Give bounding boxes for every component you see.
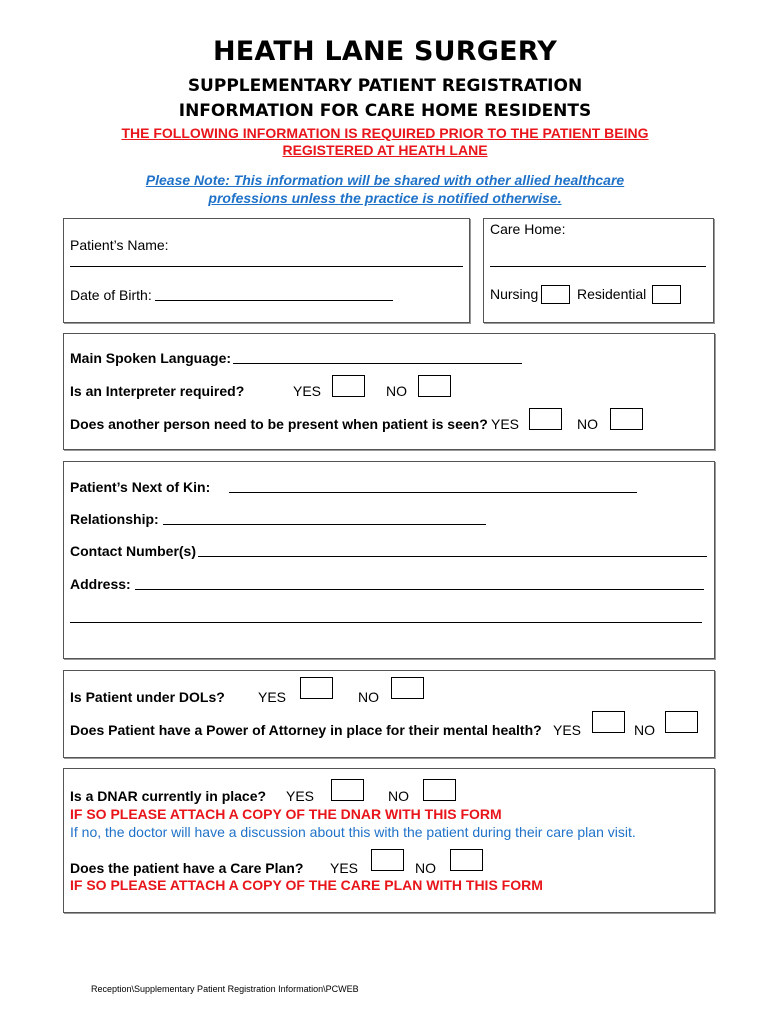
patient-name-field[interactable] bbox=[70, 266, 463, 267]
power-of-attorney-no-checkbox[interactable] bbox=[665, 711, 698, 733]
another-person-yes-checkbox[interactable] bbox=[529, 408, 562, 430]
dnar-no-label: NO bbox=[388, 788, 409, 804]
required-notice-line-2: REGISTERED AT HEATH LANE bbox=[282, 142, 488, 158]
care-home-label: Care Home: bbox=[490, 221, 566, 237]
patient-name-label: Patient’s Name: bbox=[70, 237, 169, 253]
dols-yes-label: YES bbox=[258, 689, 287, 705]
contact-number-field[interactable] bbox=[198, 556, 707, 557]
subtitle-line-2: INFORMATION FOR CARE HOME RESIDENTS bbox=[178, 101, 592, 121]
patient-details-panel bbox=[63, 218, 470, 323]
care-plan-yes-checkbox[interactable] bbox=[371, 849, 404, 871]
care-plan-no-checkbox[interactable] bbox=[450, 849, 483, 871]
care-home-field[interactable] bbox=[490, 266, 706, 267]
dols-no-checkbox[interactable] bbox=[391, 677, 424, 699]
residential-label: Residential bbox=[577, 286, 647, 302]
another-person-no-checkbox[interactable] bbox=[610, 408, 643, 430]
required-notice-line-1: THE FOLLOWING INFORMATION IS REQUIRED PRIOR TO THE PATIENT BEING bbox=[121, 125, 649, 141]
sharing-note-line-2: professions unless the practice is notified otherwise. bbox=[208, 190, 562, 206]
attach-dnar-instruction: IF SO PLEASE ATTACH A COPY OF THE DNAR WITH THIS FORM bbox=[70, 806, 502, 822]
next-of-kin-label: Patient’s Next of Kin: bbox=[70, 479, 211, 495]
date-of-birth-label: Date of Birth: bbox=[70, 287, 152, 303]
main-language-label: Main Spoken Language: bbox=[70, 350, 232, 366]
relationship-field[interactable] bbox=[163, 524, 486, 525]
footer-path: Reception\Supplementary Patient Registration Information\PCWEB bbox=[91, 984, 359, 994]
sharing-note-line-1: Please Note: This information will be shared with other allied healthcare bbox=[145, 172, 625, 188]
main-language-field[interactable] bbox=[233, 363, 522, 364]
nursing-label: Nursing bbox=[490, 286, 539, 302]
relationship-label: Relationship: bbox=[70, 511, 159, 527]
interpreter-no-checkbox[interactable] bbox=[418, 375, 451, 397]
power-of-attorney-yes-label: YES bbox=[553, 722, 582, 738]
care-plan-no-label: NO bbox=[415, 860, 436, 876]
address-label: Address: bbox=[70, 576, 131, 592]
dnar-yes-label: YES bbox=[286, 788, 315, 804]
another-person-label: Does another person need to be present when patient is seen? bbox=[70, 416, 488, 432]
interpreter-yes-checkbox[interactable] bbox=[332, 375, 365, 397]
interpreter-yes-label: YES bbox=[293, 383, 322, 399]
care-plan-label: Does the patient have a Care Plan? bbox=[70, 860, 304, 876]
dnar-discussion-note: If no, the doctor will have a discussion about this with the patient during their care plan visit. bbox=[70, 824, 636, 840]
interpreter-no-label: NO bbox=[386, 383, 407, 399]
another-person-no-label: NO bbox=[577, 416, 598, 432]
another-person-yes-label: YES bbox=[491, 416, 520, 432]
dols-label: Is Patient under DOLs? bbox=[70, 689, 225, 705]
residential-checkbox[interactable] bbox=[652, 285, 681, 304]
date-of-birth-field[interactable] bbox=[155, 300, 393, 301]
dols-yes-checkbox[interactable] bbox=[300, 677, 333, 699]
dols-no-label: NO bbox=[358, 689, 379, 705]
dnar-label: Is a DNAR currently in place? bbox=[70, 788, 267, 804]
power-of-attorney-label: Does Patient have a Power of Attorney in place for their mental health? bbox=[70, 722, 542, 738]
care-plan-yes-label: YES bbox=[330, 860, 359, 876]
form-title: HEATH LANE SURGERY bbox=[212, 36, 558, 67]
dnar-yes-checkbox[interactable] bbox=[331, 779, 364, 801]
next-of-kin-field[interactable] bbox=[229, 492, 637, 493]
attach-care-plan-instruction: IF SO PLEASE ATTACH A COPY OF THE CARE PLAN WITH THIS FORM bbox=[70, 877, 543, 893]
power-of-attorney-yes-checkbox[interactable] bbox=[592, 711, 625, 733]
nursing-checkbox[interactable] bbox=[541, 285, 570, 304]
power-of-attorney-no-label: NO bbox=[634, 722, 655, 738]
subtitle-line-1: SUPPLEMENTARY PATIENT REGISTRATION bbox=[187, 76, 583, 96]
address-field-line-2[interactable] bbox=[70, 622, 702, 623]
contact-number-label: Contact Number(s) bbox=[70, 543, 197, 559]
interpreter-label: Is an Interpreter required? bbox=[70, 383, 245, 399]
dnar-no-checkbox[interactable] bbox=[423, 779, 456, 801]
address-field-line-1[interactable] bbox=[135, 589, 704, 590]
